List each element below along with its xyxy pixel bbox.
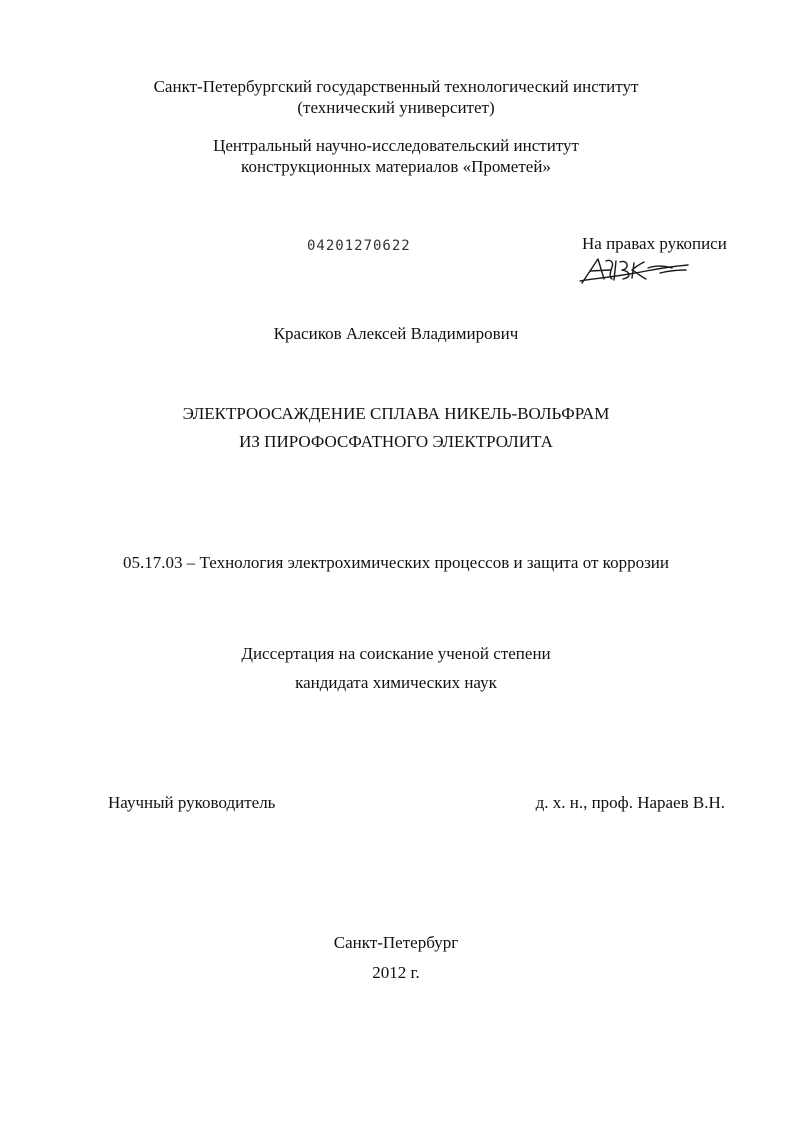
city: Санкт-Петербург — [333, 933, 459, 952]
manuscript-rights: На правах рукописи — [582, 234, 727, 253]
institute-2-line-1: Центральный научно-исследовательский институт — [213, 136, 579, 155]
institute-2-line-2: конструкционных материалов «Прометей» — [241, 157, 551, 176]
supervisor-name: д. х. н., проф. Нараев В.Н. — [535, 793, 725, 812]
year: 2012 г. — [372, 963, 420, 982]
supervisor-label: Научный руководитель — [108, 793, 276, 812]
degree-line-2: кандидата химических наук — [295, 673, 497, 692]
handwritten-signature — [576, 253, 694, 289]
registration-code: 04201270622 — [307, 238, 411, 254]
author-name: Красиков Алексей Владимирович — [273, 324, 519, 343]
dissertation-title-line-1: ЭЛЕКТРООСАЖДЕНИЕ СПЛАВА НИКЕЛЬ-ВОЛЬФРАМ — [182, 404, 610, 423]
degree-line-1: Диссертация на соискание ученой степени — [241, 644, 551, 663]
specialty-code: 05.17.03 – Технология электрохимических процессов и защита от коррозии — [123, 553, 669, 572]
dissertation-title-line-2: ИЗ ПИРОФОСФАТНОГО ЭЛЕКТРОЛИТА — [239, 432, 553, 451]
institute-1-line-2: (технический университет) — [297, 98, 495, 117]
institute-1-line-1: Санкт-Петербургский государственный технологический институт — [153, 77, 639, 96]
